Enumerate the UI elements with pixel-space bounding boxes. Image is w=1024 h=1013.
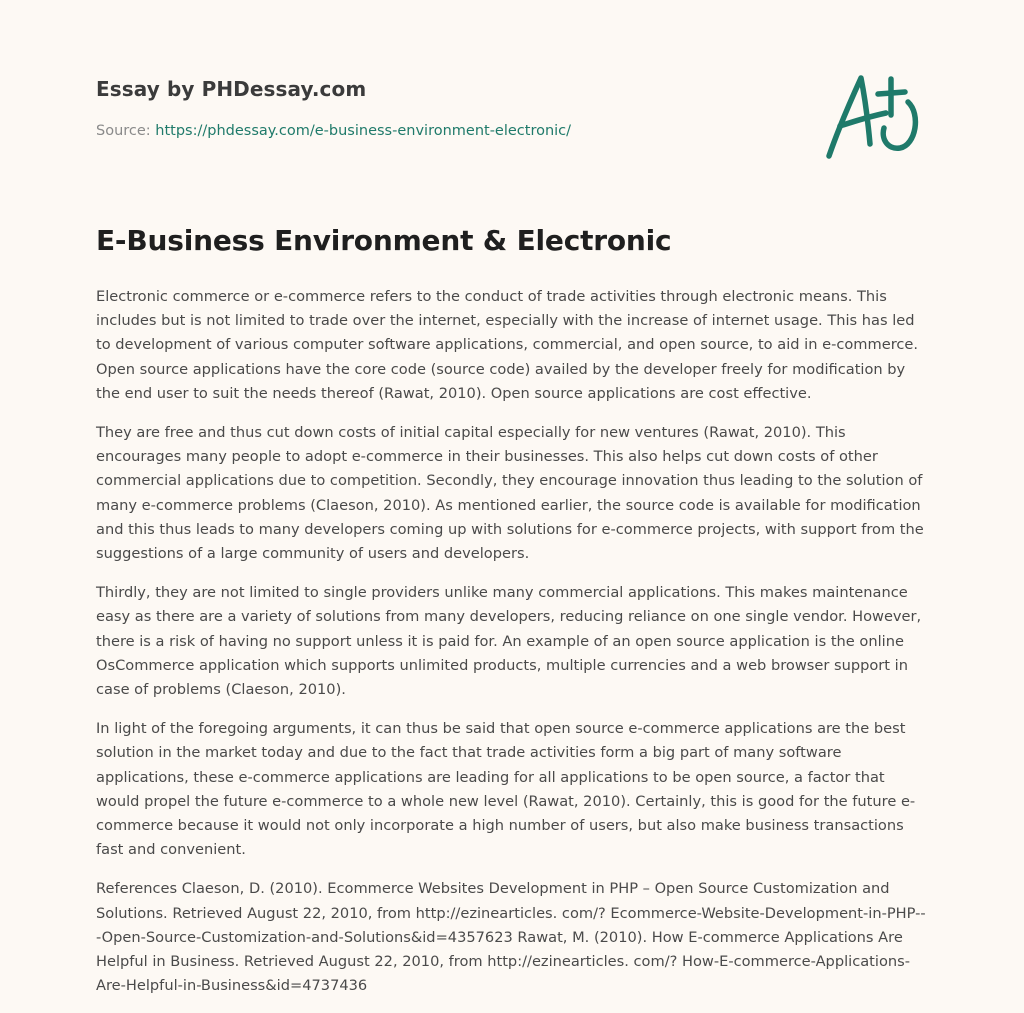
source-link[interactable]: https://phdessay.com/e-business-environment-electronic/ <box>155 123 572 139</box>
article-body <box>96 285 930 1013</box>
paragraph: In light of the foregoing arguments, it can thus be said that open source e-commerce applications are the best solution in the market today and due to the fact that trade activities form a big part of many software applications, these e-commerce applications are leading for all applications to be open source, a factor that would propel the future e-commerce to a whole new level (Rawat, 2010). Certainly, this is good for the future e-commerce because it would not only incorporate a high number of users, but also make business transactions fast and convenient. <box>96 720 916 859</box>
paragraph: Electronic commerce or e-commerce refers to the conduct of trade activities through electronic means. This includes but is not limited to trade over the internet, especially with the increase of internet usage. This has led to development of various computer software applications, commercial, and open source, to aid in e-commerce. Open source applications have the core code (source code) availed by the developer freely for modification by the end user to suit the needs thereof (Rawat, 2010). Open source applications are cost effective. <box>96 288 919 402</box>
paragraph: They are free and thus cut down costs of initial capital especially for new ventures (Rawat, 2010). This encourages many people to adopt e-commerce in their businesses. This also helps cut down costs of other commercial applications due to competition. Secondly, they encourage innovation thus leading to the solution of many e-commerce problems (Claeson, 2010). As mentioned earlier, the source code is available for modification and this thus leads to many developers coming up with solutions for e-commerce projects, with support from the suggestions of a large community of users and developers. <box>96 424 924 563</box>
references-paragraph: References Claeson, D. (2010). Ecommerce Websites Development in PHP – Open Source Customization and Solutions. Retrieved August 22, 2010, from http://ezinearticles. com/? Ecommerce-Website-Development-in-PHP---Open-Source-Customization-and-Solutions&id=4357623 Rawat, M. (2010). How E-commerce Applications Are Helpful in Business. Retrieved August 22, 2010, from http://ezinearticles. com/? How-E-commerce-Applications-Are-Helpful-in-Business&id=4737436 <box>96 880 926 995</box>
source-label: Source: <box>96 123 156 139</box>
source-line <box>96 123 571 139</box>
a-plus-logo-icon[interactable] <box>820 68 930 164</box>
paragraph: Thirdly, they are not limited to single providers unlike many commercial applications. This makes maintenance easy as there are a variety of solutions from many developers, reducing reliance on one single vendor. However, there is a risk of having no support unless it is paid for. An example of an open source application is the online OsCommerce application which supports unlimited products, multiple currencies and a web browser support in case of problems (Claeson, 2010). <box>96 584 922 699</box>
article-title: E-Business Environment & Electronic <box>96 224 672 257</box>
site-brand[interactable]: Essay by PHDessay.com <box>96 77 367 101</box>
